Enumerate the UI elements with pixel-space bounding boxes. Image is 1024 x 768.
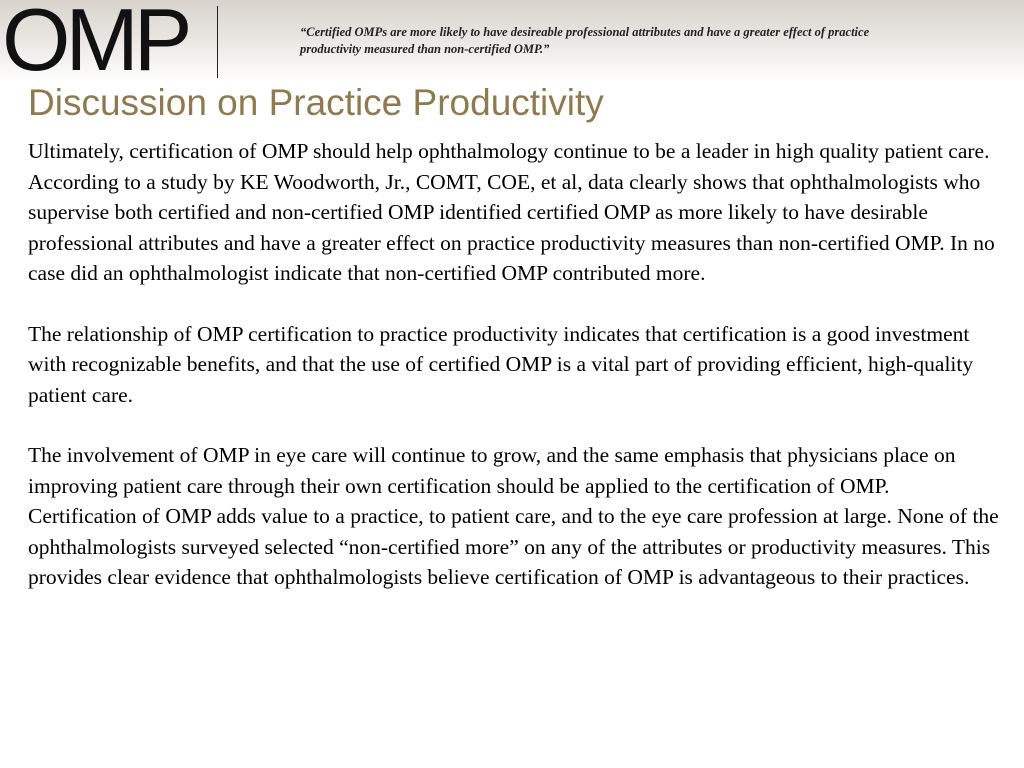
paragraph-productivity-relationship: The relationship of OMP certification to practice productivity indicates that certification is a good investment with recognizable benefits, and that the use of certified OMP is a vital part of providing efficient, high-quality patient care. [28, 321, 974, 407]
paragraph-certification-study: Ultimately, certification of OMP should help ophthalmology continue to be a leader in high quality patient care. According to a study by KE Woodworth, Jr., COMT, COE, et al, data clearly shows that ophthalmologists who supervise both certified and non-certified OMP identified certified OMP as more likely to have desirable professional attributes and have a greater effect on practice productivity measures than non-certified OMP. In no case did an ophthalmologist indicate that non-certified OMP contributed more. [28, 139, 995, 285]
header-band [0, 0, 1024, 89]
slide-body [28, 136, 1003, 623]
omp-logo: OMP [2, 0, 188, 89]
header-quote: “Certified OMPs are more likely to have desireable professional attributes and have a greater effect of practice productivity measured than non-certified OMP.” [300, 25, 870, 56]
logo-divider [217, 6, 218, 78]
slide-title: Discussion on Practice Productivity [28, 82, 604, 123]
paragraph-future-involvement: The involvement of OMP in eye care will continue to grow, and the same emphasis that physicians place on improving patient care through their own certification should be applied to the certification of OMP. Certification of OMP adds value to a practice, to patient care, and to the eye care profession at large. None of the ophthalmologists surveyed selected “non-certified more” on any of the attributes or productivity measures. This provides clear evidence that ophthalmologists believe certification of OMP is advantageous to their practices. [28, 443, 999, 589]
